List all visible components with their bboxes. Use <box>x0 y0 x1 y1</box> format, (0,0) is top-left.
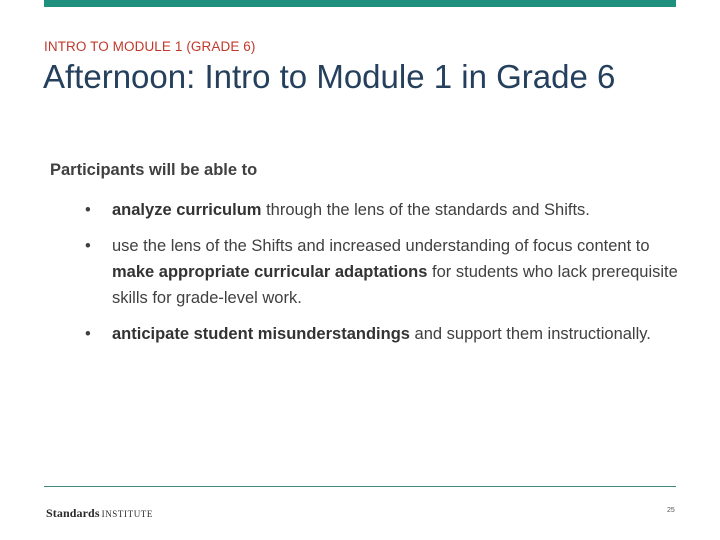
objective-text: use the lens of the Shifts and increased understanding of focus content to <box>112 237 650 255</box>
objective-item <box>85 197 695 223</box>
objective-emphasis: make appropriate curricular adaptations <box>112 263 428 281</box>
standards-institute-logo <box>46 504 153 522</box>
bullet-marker: • <box>85 201 91 219</box>
objective-text: for students who lack prerequisite skills for grade-level work. <box>112 263 678 307</box>
page-number: 25 <box>667 507 675 514</box>
footer-divider <box>44 486 676 487</box>
section-kicker: INTRO TO MODULE 1 (GRADE 6) <box>44 39 256 54</box>
bullet-marker: • <box>85 325 91 343</box>
objectives-list <box>85 197 695 357</box>
objective-emphasis: analyze curriculum <box>112 201 262 219</box>
objective-item <box>85 233 695 311</box>
objectives-intro: Participants will be able to <box>50 161 258 179</box>
logo-word-institute: INSTITUTE <box>101 509 153 519</box>
objective-item <box>85 321 695 347</box>
objective-text: and support them instructionally. <box>409 325 651 343</box>
objective-emphasis: anticipate student misunderstandings <box>112 325 410 343</box>
bullet-marker: • <box>85 237 91 255</box>
slide-title: Afternoon: Intro to Module 1 in Grade 6 <box>43 58 616 95</box>
objective-text: through the lens of the standards and Shifts. <box>261 201 590 219</box>
top-accent-bar <box>44 0 676 7</box>
logo-word-standards: Standards <box>46 506 100 520</box>
